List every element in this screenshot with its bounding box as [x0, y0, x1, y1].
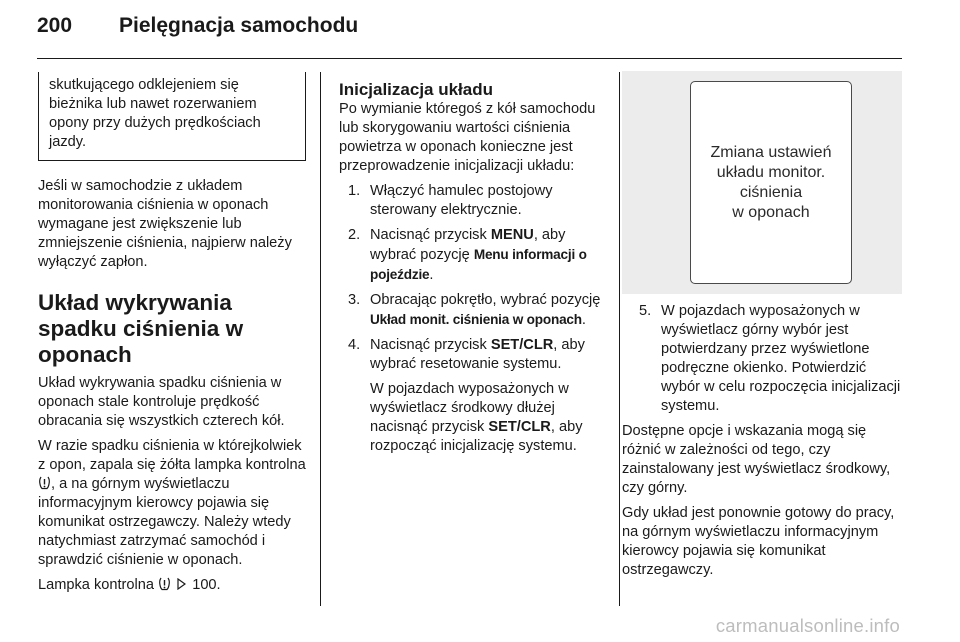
step-number: 2.	[348, 227, 361, 243]
set-clr-key-label: SET/CLR	[490, 337, 554, 353]
lamp-reference	[38, 576, 306, 595]
notice-text: skutkującego odklejeniem się bieżnika lub nawet rozerwaniem opony przy dużych prędkościach jazdy.	[49, 77, 261, 150]
display-line: układu monitor.	[716, 163, 826, 181]
step-text: W pojazdach wyposażonych w wyświetlacz górny wybór jest potwierdzany przez wyświetlone podręczne okienko. Potwierdzić wybór w celu rozpoczęcia inicjalizacji systemu.	[661, 303, 901, 414]
steps-list	[345, 182, 605, 462]
steps-list-continued	[636, 302, 902, 416]
menu-item-label: Układ monit. ciśnienia w oponach	[370, 312, 582, 327]
step-text-part: W pojazdach wyposażonych w wyświetlacz środkowy dłużej nacisnąć przycisk	[370, 381, 569, 435]
step-text: Włączyć hamulec postojowy sterowany elektrycznie.	[370, 183, 553, 218]
set-clr-key-label: SET/CLR	[488, 419, 551, 435]
list-item	[345, 336, 605, 462]
column-3	[622, 80, 902, 586]
section-title: Pielęgnacja samochodu	[119, 14, 359, 37]
list-item	[636, 302, 902, 416]
step-number: 4.	[348, 337, 361, 353]
step-number: 3.	[348, 292, 361, 308]
step-text-part: .	[581, 312, 586, 328]
step-paragraph	[370, 336, 605, 374]
header-rule	[37, 58, 902, 59]
notice-box	[38, 72, 306, 161]
menu-key-label: MENU	[490, 227, 534, 243]
menu-item-label: Menu informacji o pojeździe	[370, 247, 587, 282]
para-warning	[38, 437, 306, 570]
column-2	[339, 80, 605, 468]
tire-pressure-warning-icon	[158, 577, 171, 591]
lamp-ref-label: Lampka kontrolna	[38, 577, 155, 593]
column-1	[38, 72, 306, 601]
step-text	[370, 226, 605, 285]
display-line: w oponach	[732, 203, 810, 221]
para-options: Dostępne opcje i wskazania mogą się różnić w zależności od tego, czy zainstalowany jest wyświetlacz środkowy, czy górny.	[622, 423, 891, 496]
step-text-part: .	[429, 267, 434, 283]
para-ready: Gdy układ jest ponownie gotowy do pracy, na górnym wyświetlaczu informacyjnym kierowcy pojawia się komunikat ostrzegawczy.	[622, 505, 895, 578]
para-warning-part1: W razie spadku ciśnienia w którejkolwiek z opon, zapala się żółta lampka kontrolna	[38, 438, 306, 473]
column-divider-1	[320, 72, 321, 606]
display-line: Zmiana ustawień	[710, 143, 832, 161]
lamp-ref-page[interactable]: 100.	[192, 577, 221, 593]
step-text	[370, 336, 605, 462]
list-item	[345, 291, 605, 330]
page-header	[37, 14, 358, 48]
display-screen	[690, 81, 852, 284]
heading-initialization: Inicjalizacja układu	[339, 80, 494, 99]
para-monitoring: Jeśli w samochodzie z układem monitorowania ciśnienia w oponach wymagane jest zwiększenie lub zmniejszenie ciśnienia, najpierw należy wyłączyć zapłon.	[38, 178, 292, 270]
step-text	[370, 291, 605, 330]
step-text-part: , aby wybrać resetowanie systemu.	[370, 337, 585, 372]
para-system: Układ wykrywania spadku ciśnienia w oponach stale kontroluje prędkość obracania się wszystkich czterech kół.	[38, 375, 285, 429]
para-intro: Po wymianie któregoś z kół samochodu lub skorygowaniu wartości ciśnienia powietrza w oponach konieczne jest przeprowadzenie inicjalizacji układu:	[339, 101, 596, 174]
step-text-part: , aby wybrać pozycję	[370, 227, 566, 263]
heading-tire-pressure-loss: Układ wykrywania spadku ciśnienia w oponach	[38, 290, 244, 367]
step-paragraph	[370, 380, 605, 456]
list-item	[345, 226, 605, 285]
step-text-part: Nacisnąć przycisk	[370, 337, 491, 353]
step-text-part: Nacisnąć przycisk	[370, 227, 491, 243]
list-item	[345, 182, 605, 220]
para-warning-part2: , a na górnym wyświetlaczu informacyjnym kierowcy pojawia się komunikat ostrzegawczy. Należy wtedy natychmiast zatrzymać samochód i sprawdzić ciśnienie w oponach.	[38, 476, 291, 568]
page-number: 200	[37, 14, 73, 37]
step-number: 5.	[639, 303, 652, 319]
column-divider-2	[619, 72, 620, 606]
step-text-part: Obracając pokrętło, wybrać pozycję	[370, 292, 601, 308]
display-message	[711, 143, 832, 223]
page-reference-arrow-icon	[177, 577, 186, 589]
display-line: ciśnienia	[739, 183, 803, 201]
step-text-part: , aby rozpocząć inicjalizację systemu.	[370, 419, 583, 454]
display-illustration	[622, 71, 902, 294]
step-number: 1.	[348, 183, 361, 199]
watermark: carmanualsonline.info	[715, 615, 900, 636]
tire-pressure-warning-icon	[38, 476, 51, 490]
